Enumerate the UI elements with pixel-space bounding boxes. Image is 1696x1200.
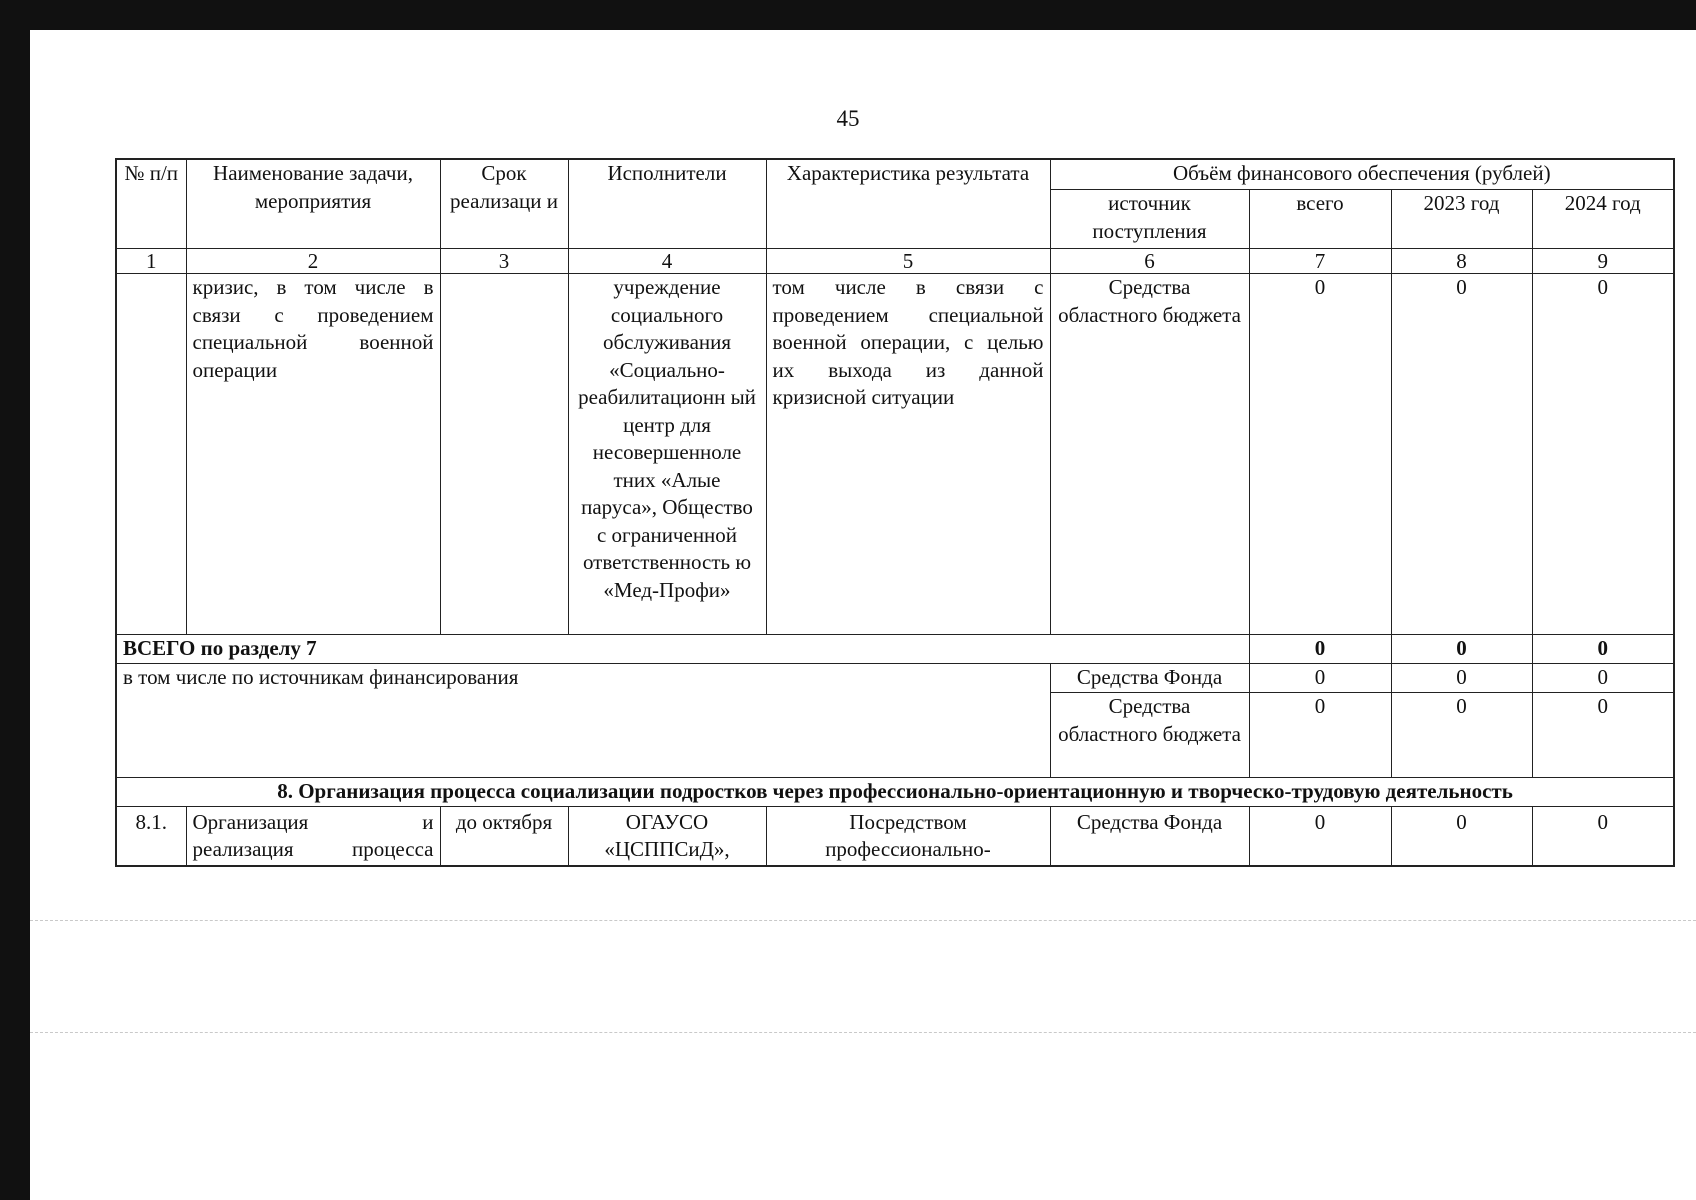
result-description: Посредством профессионально- <box>766 806 1050 866</box>
header-result: Характеристика результата <box>766 159 1050 249</box>
table-row <box>116 274 1674 635</box>
table-row <box>116 806 1674 866</box>
column-number: 4 <box>568 249 766 274</box>
header-total: всего <box>1249 190 1391 249</box>
column-number: 1 <box>116 249 186 274</box>
header-name: Наименование задачи, мероприятия <box>186 159 440 249</box>
amount-2024: 0 <box>1532 274 1674 635</box>
term: до октября <box>440 806 568 866</box>
column-number: 3 <box>440 249 568 274</box>
result-description: том числе в связи с проведением специальной военной операции, с целью их выхода из данной кризисной ситуации <box>766 274 1050 635</box>
task-name-line: реализация процесса <box>192 837 434 861</box>
funding-source: Средства областного бюджета <box>1050 274 1249 635</box>
row-number <box>116 274 186 635</box>
header-num: № п/п <box>116 159 186 249</box>
section-heading-row <box>116 778 1674 807</box>
section-8-title: 8. Организация процесса социализации подростков через профессионально-ориентационную и творческо-трудовую деятельность <box>116 778 1674 807</box>
column-number: 5 <box>766 249 1050 274</box>
scan-border-left <box>0 0 30 1200</box>
row-number: 8.1. <box>116 806 186 866</box>
total-label: ВСЕГО по разделу 7 <box>116 635 1249 664</box>
amount-total: 0 <box>1249 274 1391 635</box>
task-name <box>186 806 440 866</box>
header-finance: Объём финансового обеспечения (рублей) <box>1050 159 1674 190</box>
scan-border-top <box>0 0 1696 30</box>
amount-2023: 0 <box>1391 693 1532 778</box>
page-number: 45 <box>836 106 860 131</box>
header-2024: 2024 год <box>1532 190 1674 249</box>
funding-source: Средства Фонда <box>1050 806 1249 866</box>
amount-2024: 0 <box>1532 664 1674 693</box>
header-2023: 2023 год <box>1391 190 1532 249</box>
amount-total: 0 <box>1249 664 1391 693</box>
amount-total: 0 <box>1249 806 1391 866</box>
column-number-row <box>116 249 1674 274</box>
column-number: 7 <box>1249 249 1391 274</box>
column-number: 2 <box>186 249 440 274</box>
amount-2023: 0 <box>1391 664 1532 693</box>
term <box>440 274 568 635</box>
sources-row-fund <box>116 664 1674 693</box>
amount-total: 0 <box>1249 693 1391 778</box>
amount-2023: 0 <box>1391 274 1532 635</box>
executors: ОГАУСО «ЦСППСиД», <box>568 806 766 866</box>
finance-table <box>115 158 1675 867</box>
amount-2024: 0 <box>1532 693 1674 778</box>
header-source: источник поступления <box>1050 190 1249 249</box>
amount-2024: 0 <box>1532 635 1674 664</box>
task-name: кризис, в том числе в связи с проведением специальной военной операции <box>186 274 440 635</box>
amount-2023: 0 <box>1391 806 1532 866</box>
funding-source: Средства Фонда <box>1050 664 1249 693</box>
sources-label: в том числе по источникам финансирования <box>116 664 1050 778</box>
funding-source: Средства областного бюджета <box>1050 693 1249 778</box>
scan-artifact-line <box>30 1032 1696 1033</box>
column-number: 9 <box>1532 249 1674 274</box>
scan-artifact-line <box>30 920 1696 921</box>
header-term: Срок реализаци и <box>440 159 568 249</box>
task-name-line: Организация и <box>192 809 434 834</box>
header-row-1 <box>116 159 1674 190</box>
amount-2023: 0 <box>1391 635 1532 664</box>
total-row <box>116 635 1674 664</box>
amount-2024: 0 <box>1532 806 1674 866</box>
header-executors: Исполнители <box>568 159 766 249</box>
column-number: 8 <box>1391 249 1532 274</box>
column-number: 6 <box>1050 249 1249 274</box>
executors: учреждение социального обслуживания «Социально-реабилитационн ый центр для несовершенноле тних «Алые паруса», Общество с ограниченной ответственность ю «Мед-Профи» <box>568 274 766 635</box>
amount-total: 0 <box>1249 635 1391 664</box>
